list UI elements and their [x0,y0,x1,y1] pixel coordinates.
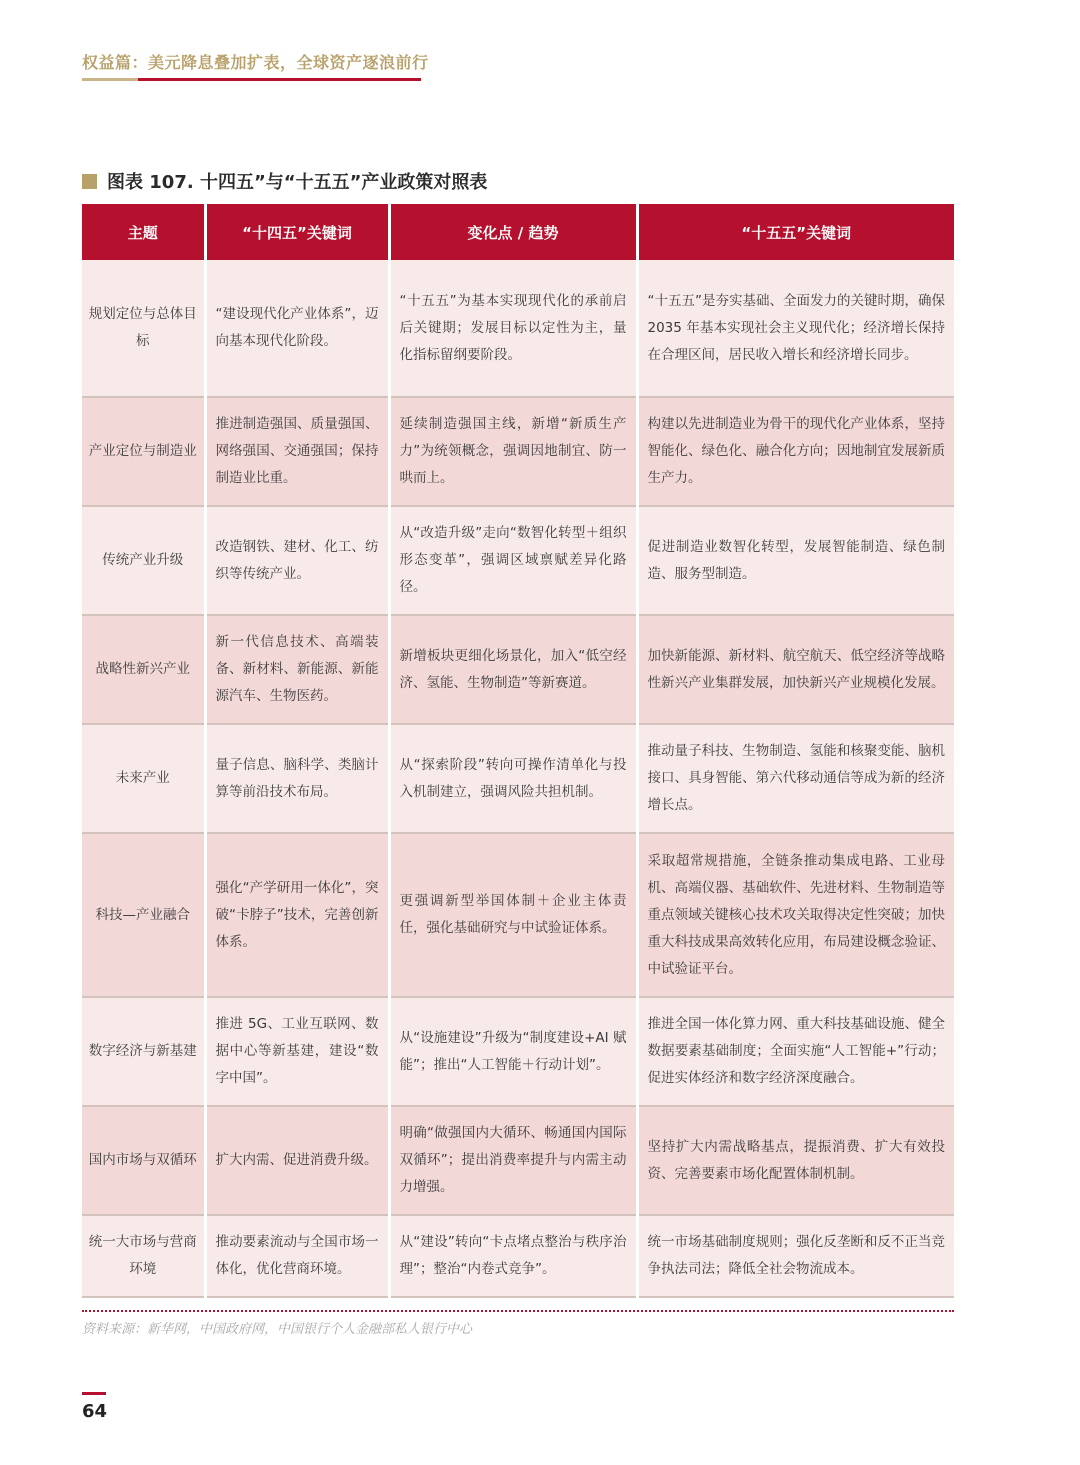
cell-change: 从“改造升级”走向“数智化转型＋组织形态变革”，强调区域禀赋差异化路径。 [389,506,637,615]
cell-14th: 推进 5G、工业互联网、数据中心等新基建，建设“数字中国”。 [205,997,389,1106]
cell-14th: 推进制造强国、质量强国、网络强国、交通强国；保持制造业比重。 [205,397,389,506]
cell-theme: 数字经济与新基建 [82,997,205,1106]
figure-title-text: 图表 107. 十四五”与“十五五”产业政策对照表 [107,172,488,193]
figure-title [82,168,487,194]
cell-change: 新增板块更细化场景化，加入“低空经济、氢能、生物制造”等新赛道。 [389,615,637,724]
cell-change: 延续制造强国主线，新增“新质生产力”为统领概念，强调因地制宜、防一哄而上。 [389,397,637,506]
table-row [82,506,954,615]
cell-14th: 扩大内需、促进消费升级。 [205,1106,389,1215]
cell-15th: 加快新能源、新材料、航空航天、低空经济等战略性新兴产业集群发展，加快新兴产业规模化发展。 [637,615,954,724]
cell-15th: 推进全国一体化算力网、重大科技基础设施、健全数据要素基础制度；全面实施“人工智能+”行动；促进实体经济和数字经济深度融合。 [637,997,954,1106]
cell-theme: 国内市场与双循环 [82,1106,205,1215]
table-header-row [82,204,954,260]
header-rule-gold [82,78,138,81]
page-number-bar [82,1392,106,1395]
header-change-trend: 变化点 / 趋势 [389,204,637,260]
cell-14th: 改造钢铁、建材、化工、纺织等传统产业。 [205,506,389,615]
table-row [82,260,954,397]
cell-theme: 产业定位与制造业 [82,397,205,506]
cell-15th: 坚持扩大内需战略基点，提振消费、扩大有效投资、完善要素市场化配置体制机制。 [637,1106,954,1215]
table-row [82,997,954,1106]
cell-theme: 战略性新兴产业 [82,615,205,724]
page-number: 64 [82,1401,108,1422]
cell-14th: 新一代信息技术、高端装备、新材料、新能源、新能源汽车、生物医药。 [205,615,389,724]
header-theme: 主题 [82,204,205,260]
cell-change: 明确“做强国内大循环、畅通国内国际双循环”；提出消费率提升与内需主动力增强。 [389,1106,637,1215]
cell-theme: 未来产业 [82,724,205,833]
cell-change: “十五五”为基本实现现代化的承前启后关键期；发展目标以定性为主，量化指标留纲要阶段。 [389,260,637,397]
cell-14th: “建设现代化产业体系”，迈向基本现代化阶段。 [205,260,389,397]
table-row [82,833,954,997]
cell-15th: 推动量子科技、生物制造、氢能和核聚变能、脑机接口、具身智能、第六代移动通信等成为新的经济增长点。 [637,724,954,833]
running-header: 权益篇：美元降息叠加扩表，全球资产逐浪前行 [82,53,429,72]
table-row [82,1106,954,1215]
table-row [82,1215,954,1297]
header-14th-keywords: “十四五”关键词 [205,204,389,260]
cell-change: 更强调新型举国体制＋企业主体责任，强化基础研究与中试验证体系。 [389,833,637,997]
source-divider [82,1310,954,1312]
cell-15th: 构建以先进制造业为骨干的现代化产业体系，坚持智能化、绿色化、融合化方向；因地制宜发展新质生产力。 [637,397,954,506]
cell-theme: 科技—产业融合 [82,833,205,997]
cell-change: 从“设施建设”升级为“制度建设+AI 赋能”；推出“人工智能＋行动计划”。 [389,997,637,1106]
header-rule-red [138,78,421,81]
cell-14th: 强化“产学研用一体化”，突破“卡脖子”技术，完善创新体系。 [205,833,389,997]
policy-comparison-table [82,204,954,1298]
table-row [82,724,954,833]
cell-15th: 采取超常规措施，全链条推动集成电路、工业母机、高端仪器、基础软件、先进材料、生物制造等重点领域关键核心技术攻关取得决定性突破；加快重大科技成果高效转化应用，布局建设概念验证、中试验证平台。 [637,833,954,997]
figure-marker-square [82,174,97,189]
header-15th-keywords: “十五五”关键词 [637,204,954,260]
cell-change: 从“探索阶段”转向可操作清单化与投入机制建立，强调风险共担机制。 [389,724,637,833]
cell-theme: 规划定位与总体目标 [82,260,205,397]
cell-15th: 统一市场基础制度规则；强化反垄断和反不正当竞争执法司法；降低全社会物流成本。 [637,1215,954,1297]
cell-14th: 量子信息、脑科学、类脑计算等前沿技术布局。 [205,724,389,833]
cell-theme: 统一大市场与营商环境 [82,1215,205,1297]
cell-15th: 促进制造业数智化转型，发展智能制造、绿色制造、服务型制造。 [637,506,954,615]
cell-change: 从“建设”转向“卡点堵点整治与秩序治理”；整治“内卷式竞争”。 [389,1215,637,1297]
cell-15th: “十五五”是夯实基础、全面发力的关键时期，确保 2035 年基本实现社会主义现代化；经济增长保持在合理区间，居民收入增长和经济增长同步。 [637,260,954,397]
cell-14th: 推动要素流动与全国市场一体化，优化营商环境。 [205,1215,389,1297]
table-row [82,397,954,506]
source-note: 资料来源：新华网，中国政府网，中国银行个人金融部私人银行中心 [82,1322,473,1337]
cell-theme: 传统产业升级 [82,506,205,615]
table-row [82,615,954,724]
